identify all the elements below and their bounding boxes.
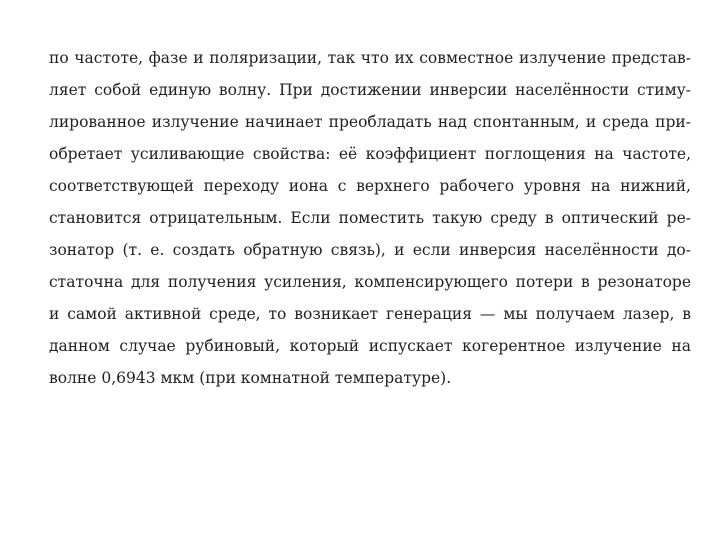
text-line: статочна для получения усиления, компенсирующего потери в резонаторе xyxy=(49,273,691,291)
body-paragraph xyxy=(49,42,691,394)
text-line: зонатор (т. е. создать обратную связь), и если инверсия населённости до- xyxy=(49,241,691,259)
text-line: и самой активной среде, то возникает генерация — мы получаем лазер, в xyxy=(49,305,691,323)
text-line: становится отрицательным. Если поместить такую среду в оптический ре- xyxy=(49,209,691,227)
text-line: лированное излучение начинает преобладать над спонтанным, и среда при- xyxy=(49,113,691,131)
text-line: ляет собой единую волну. При достижении инверсии населённости стиму- xyxy=(49,81,691,99)
text-line: по частоте, фазе и поляризации, так что их совместное излучение представ- xyxy=(49,49,691,67)
text-line: обретает усиливающие свойства: её коэффициент поглощения на частоте, xyxy=(49,145,691,163)
text-line: данном случае рубиновый, который испускает когерентное излучение на xyxy=(49,337,691,355)
text-line: соответствующей переходу иона с верхнего рабочего уровня на нижний, xyxy=(49,177,691,195)
text-line: волне 0,6943 мкм (при комнатной температуре). xyxy=(49,369,452,387)
